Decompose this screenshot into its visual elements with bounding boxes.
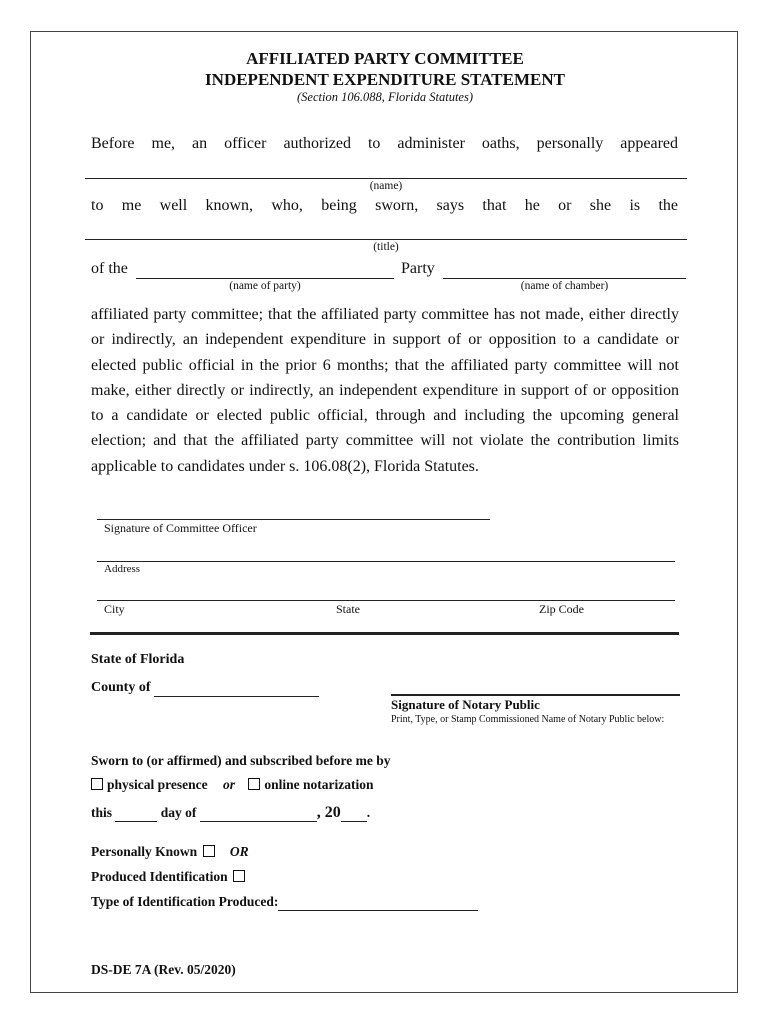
or-caps-label: OR [229,844,249,859]
zip-label: Zip Code [539,602,584,616]
county-of-label: County of [91,680,151,695]
party-name-line[interactable] [136,278,394,279]
officer-signature-label: Signature of Committee Officer [104,521,257,535]
produced-id-label: Produced Identification [91,869,228,884]
title-caption: (title) [373,241,399,253]
day-of-label: day of [160,805,197,820]
name-line[interactable] [85,178,687,179]
notary-signature-line[interactable] [391,694,680,696]
date-period: . [366,805,371,820]
party-caption: (name of party) [229,280,301,292]
state-of-florida: State of Florida [91,652,185,667]
physical-presence-label: physical presence [107,777,208,792]
city-state-zip-line[interactable] [97,600,675,601]
type-of-id-blank[interactable] [278,894,478,911]
personally-known-label: Personally Known [91,844,198,859]
oath-line-1: Before me, an officer authorized to administer oaths, personally appeared [91,135,678,152]
presence-row [91,777,374,793]
notary-signature-label: Signature of Notary Public [391,697,540,712]
produced-id-row [91,869,249,885]
year-prefix: , 20 [316,804,341,821]
type-of-id-label: Type of Identification Produced: [91,894,279,909]
address-label: Address [104,563,141,575]
online-notarization-checkbox[interactable] [248,778,260,790]
section-divider [90,632,679,635]
or-label: or [223,777,236,792]
type-of-id-row [91,894,478,911]
state-label: State [336,602,360,616]
officer-signature-line[interactable] [97,519,490,520]
chamber-caption: (name of chamber) [520,280,609,292]
form-title-line1: AFFILIATED PARTY COMMITTEE [246,49,524,68]
sworn-text: Sworn to (or affirmed) and subscribed before me by [91,753,391,768]
of-the-label: of the [91,260,128,277]
county-blank[interactable] [154,680,319,697]
statement-paragraph: affiliated party committee; that the affiliated party committee has not made, either directly or indirectly, an independent expenditure in support of or opposition to a candidate or elected public official in the prior 6 months; that the affiliated party committee will not make, either directly or indirectly, an independent expenditure in support of or opposition to a candidate or elected public official, through and including the upcoming general election; and that the affiliated party committee will not violate the contribution limits applicable to candidates under s. 106.08(2), Florida Statutes. [91,306,679,475]
form-page [30,31,738,993]
party-label: Party [401,260,435,277]
year-blank[interactable] [341,805,367,822]
this-label: this [91,805,113,820]
month-blank[interactable] [200,805,317,822]
day-blank[interactable] [115,805,157,822]
city-label: City [104,602,125,616]
personally-known-checkbox[interactable] [203,845,215,857]
title-line[interactable] [85,239,687,240]
date-row [91,804,370,822]
oath-line-2: to me well known, who, being sworn, says that he or she is the [91,197,678,214]
notary-signature-sub: Print, Type, or Stamp Commissioned Name of Notary Public below: [391,714,665,725]
personally-known-row [91,844,249,860]
produced-id-checkbox[interactable] [233,870,245,882]
physical-presence-checkbox[interactable] [91,778,103,790]
online-notarization-label: online notarization [264,777,374,792]
form-number: DS-DE 7A (Rev. 05/2020) [91,962,236,977]
chamber-name-line[interactable] [443,278,686,279]
name-caption: (name) [369,180,403,192]
address-line[interactable] [97,561,675,562]
form-title-line2: INDEPENDENT EXPENDITURE STATEMENT [205,70,565,89]
statute-reference: (Section 106.088, Florida Statutes) [296,90,474,104]
county-of-row [91,680,319,697]
